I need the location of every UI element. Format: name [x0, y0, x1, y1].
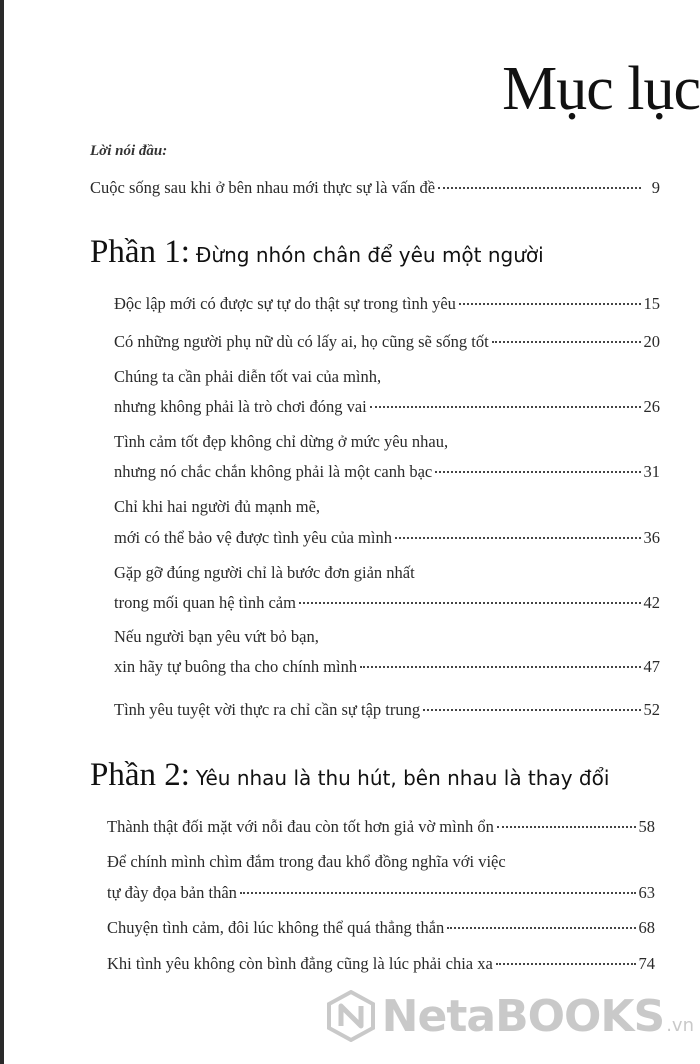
part-number: Phần 2: — [90, 757, 190, 793]
toc-entry-text: Chuyện tình cảm, đôi lúc không thể quá thẳng thắn — [107, 918, 445, 937]
toc-entry-text: xin hãy tự buông tha cho chính mình — [114, 657, 358, 676]
toc-entry[interactable] — [114, 462, 660, 482]
toc-entry-text: Tình yêu tuyệt vời thực ra chỉ cần sự tập trung — [114, 700, 421, 719]
toc-entry[interactable] — [107, 954, 655, 974]
dot-leader — [435, 471, 640, 473]
toc-page-number: 26 — [643, 397, 660, 416]
toc-entry-line: Chúng ta cần phải diễn tốt vai của mình, — [114, 367, 382, 386]
toc-page-number: 36 — [643, 528, 660, 547]
watermark-tld: .vn — [666, 1015, 694, 1036]
toc-entry[interactable] — [114, 593, 660, 613]
netabooks-watermark — [326, 990, 694, 1042]
toc-entry-text: trong mối quan hệ tình cảm — [114, 593, 296, 612]
toc-entry-text: Có những người phụ nữ dù có lấy ai, họ cũng sẽ sống tốt — [114, 332, 489, 351]
toc-page-number: 42 — [643, 593, 660, 612]
toc-entry-text: Cuộc sống sau khi ở bên nhau mới thực sự là vấn đề — [90, 178, 436, 197]
dot-leader — [438, 187, 641, 189]
toc-entry[interactable] — [114, 332, 660, 352]
part-subtitle: Đừng nhón chân để yêu một người — [195, 243, 544, 267]
toc-page-number: 9 — [651, 178, 660, 197]
toc-page-number: 58 — [638, 817, 655, 836]
toc-page-number: 31 — [643, 462, 660, 481]
toc-page-number: 68 — [638, 918, 655, 937]
dot-leader — [459, 303, 641, 305]
toc-entry-line: Để chính mình chìm đắm trong đau khổ đồng nghĩa với việc — [107, 852, 506, 871]
toc-entry[interactable] — [107, 883, 655, 903]
toc-entry[interactable] — [114, 700, 660, 720]
toc-entry[interactable] — [107, 918, 655, 938]
toc-entry-text: nhưng nó chắc chắn không phải là một canh bạc — [114, 462, 433, 481]
watermark-brand: NetaBOOKS — [381, 990, 665, 1042]
toc-entry-line: Chỉ khi hai người đủ mạnh mẽ, — [114, 497, 321, 516]
toc-entry-text: Khi tình yêu không còn bình đẳng cũng là lúc phải chia xa — [107, 954, 493, 973]
toc-page-number: 63 — [638, 883, 655, 902]
part-2-heading — [90, 757, 609, 794]
dot-leader — [360, 666, 640, 668]
part-1-heading — [90, 234, 544, 271]
dot-leader — [447, 927, 635, 929]
part-number: Phần 1: — [90, 234, 190, 270]
toc-entry[interactable] — [114, 397, 660, 417]
page-title: Mục lục — [502, 55, 700, 123]
toc-entry[interactable] — [114, 657, 660, 677]
toc-entry-text: mới có thể bảo vệ được tình yêu của mình — [114, 528, 392, 547]
dot-leader — [395, 537, 641, 539]
dot-leader — [497, 826, 636, 828]
netabooks-logo-icon — [326, 990, 376, 1042]
dot-leader — [423, 709, 640, 711]
part-subtitle: Yêu nhau là thu hút, bên nhau là thay đổi — [195, 766, 610, 790]
dot-leader — [299, 602, 641, 604]
toc-entry-line: Tình cảm tốt đẹp không chỉ dừng ở mức yêu nhau, — [114, 432, 449, 451]
dot-leader — [492, 341, 641, 343]
toc-entry-line: Gặp gỡ đúng người chỉ là bước đơn giản nhất — [114, 563, 415, 582]
toc-entry[interactable] — [114, 294, 660, 314]
dot-leader — [240, 892, 636, 894]
toc-entry-text: Thành thật đối mặt với nỗi đau còn tốt hơn giả vờ mình ổn — [107, 817, 494, 836]
toc-page-number: 47 — [643, 657, 660, 676]
toc-entry[interactable] — [107, 817, 655, 837]
toc-page-number: 20 — [643, 332, 660, 351]
toc-entry-text: Độc lập mới có được sự tự do thật sự trong tình yêu — [114, 294, 456, 313]
preface-heading: Lời nói đầu: — [90, 143, 168, 159]
toc-entry-preface[interactable] — [90, 178, 660, 198]
toc-page-number: 74 — [638, 954, 655, 973]
toc-entry-text: tự đày đọa bản thân — [107, 883, 237, 902]
dot-leader — [370, 406, 641, 408]
dot-leader — [496, 963, 636, 965]
toc-page-number: 52 — [643, 700, 660, 719]
toc-entry-line: Nếu người bạn yêu vứt bỏ bạn, — [114, 627, 319, 646]
toc-entry[interactable] — [114, 528, 660, 548]
page-edge-border — [0, 0, 4, 1064]
toc-page-number: 15 — [643, 294, 660, 313]
toc-entry-text: nhưng không phải là trò chơi đóng vai — [114, 397, 367, 416]
